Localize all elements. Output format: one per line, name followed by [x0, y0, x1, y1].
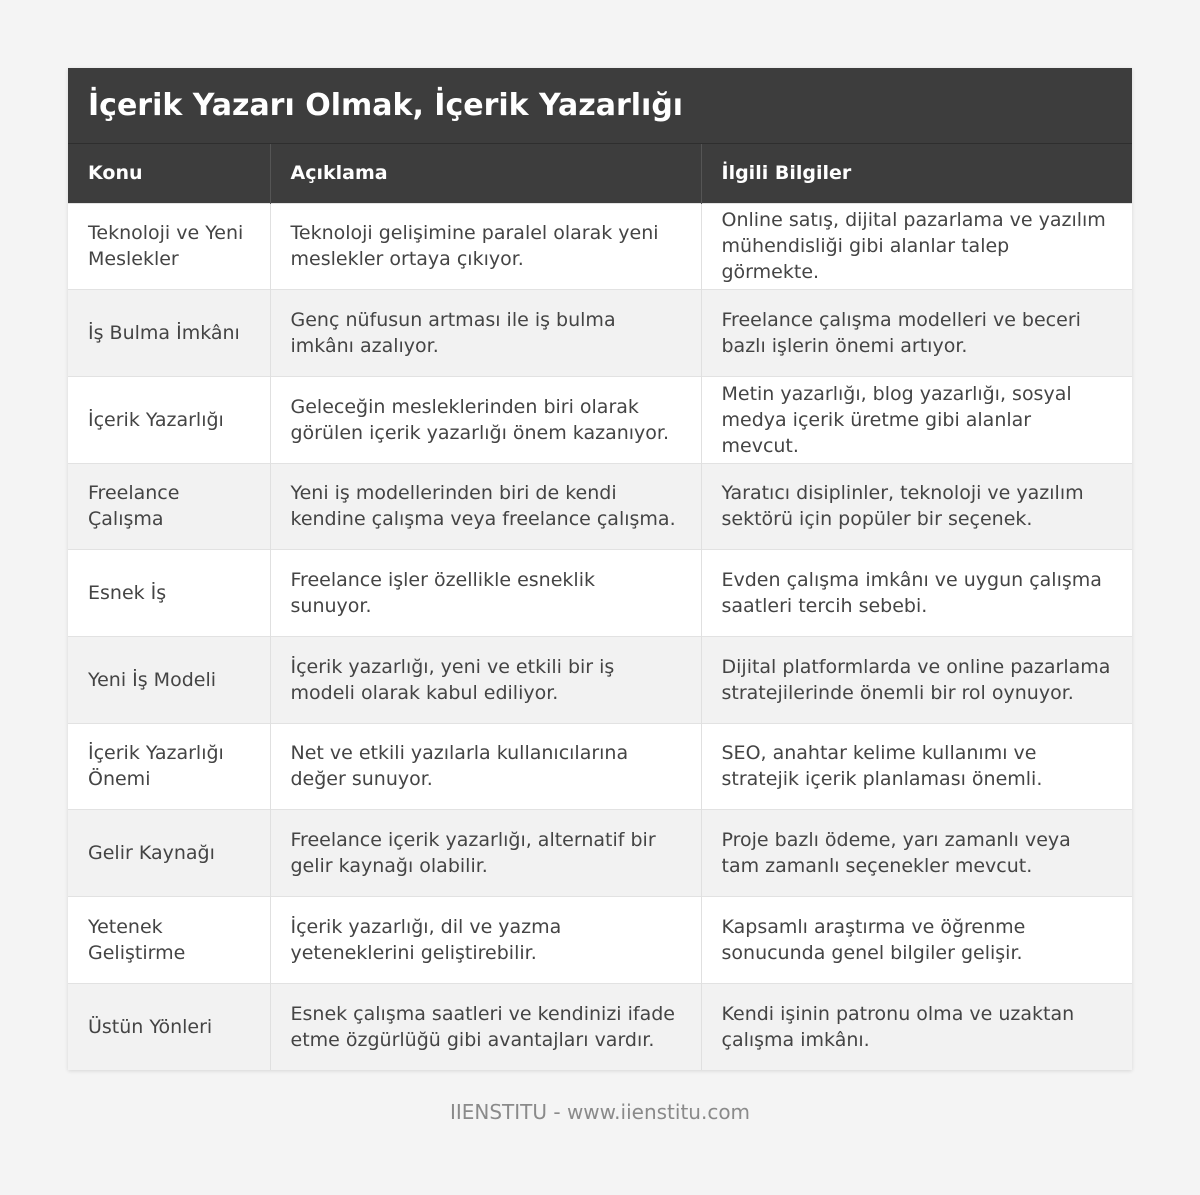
- aciklama-cell: Genç nüfusun artması ile iş bulma imkânı azalıyor.: [270, 290, 701, 377]
- content-card: [68, 68, 1132, 1070]
- ilgili-bilgiler-cell: Evden çalışma imkânı ve uygun çalışma saatleri tercih sebebi.: [701, 550, 1132, 637]
- ilgili-bilgiler-cell: Metin yazarlığı, blog yazarlığı, sosyal medya içerik üretme gibi alanlar mevcut.: [701, 376, 1132, 463]
- table-row: [68, 463, 1132, 550]
- aciklama-cell: Freelance işler özellikle esneklik sunuyor.: [270, 550, 701, 637]
- konu-cell: Üstün Yönleri: [68, 983, 270, 1070]
- ilgili-bilgiler-cell: Freelance çalışma modelleri ve beceri bazlı işlerin önemi artıyor.: [701, 290, 1132, 377]
- konu-cell: İş Bulma İmkânı: [68, 290, 270, 377]
- column-header-ilgili-bilgiler: İlgili Bilgiler: [701, 144, 1132, 203]
- aciklama-cell: İçerik yazarlığı, yeni ve etkili bir iş modeli olarak kabul ediliyor.: [270, 636, 701, 723]
- table-row: [68, 550, 1132, 637]
- konu-cell: Esnek İş: [68, 550, 270, 637]
- ilgili-bilgiler-cell: Yaratıcı disiplinler, teknoloji ve yazılım sektörü için popüler bir seçenek.: [701, 463, 1132, 550]
- ilgili-bilgiler-cell: Kapsamlı araştırma ve öğrenme sonucunda genel bilgiler gelişir.: [701, 897, 1132, 984]
- table-row: [68, 203, 1132, 290]
- table-header: [68, 144, 1132, 203]
- table-row: [68, 376, 1132, 463]
- ilgili-bilgiler-cell: SEO, anahtar kelime kullanımı ve stratejik içerik planlaması önemli.: [701, 723, 1132, 810]
- info-table: [68, 144, 1132, 1070]
- aciklama-cell: Geleceğin mesleklerinden biri olarak görülen içerik yazarlığı önem kazanıyor.: [270, 376, 701, 463]
- aciklama-cell: Net ve etkili yazılarla kullanıcılarına değer sunuyor.: [270, 723, 701, 810]
- aciklama-cell: Teknoloji gelişimine paralel olarak yeni meslekler ortaya çıkıyor.: [270, 203, 701, 290]
- ilgili-bilgiler-cell: Kendi işinin patronu olma ve uzaktan çalışma imkânı.: [701, 983, 1132, 1070]
- konu-cell: Teknoloji ve Yeni Meslekler: [68, 203, 270, 290]
- column-header-aciklama: Açıklama: [270, 144, 701, 203]
- aciklama-cell: Freelance içerik yazarlığı, alternatif bir gelir kaynağı olabilir.: [270, 810, 701, 897]
- ilgili-bilgiler-cell: Proje bazlı ödeme, yarı zamanlı veya tam zamanlı seçenekler mevcut.: [701, 810, 1132, 897]
- table-row: [68, 290, 1132, 377]
- konu-cell: Yetenek Geliştirme: [68, 897, 270, 984]
- page-title: İçerik Yazarı Olmak, İçerik Yazarlığı: [68, 68, 1132, 144]
- table-row: [68, 723, 1132, 810]
- table-row: [68, 810, 1132, 897]
- table-row: [68, 983, 1132, 1070]
- ilgili-bilgiler-cell: Dijital platformlarda ve online pazarlama stratejilerinde önemli bir rol oynuyor.: [701, 636, 1132, 723]
- aciklama-cell: Yeni iş modellerinden biri de kendi kendine çalışma veya freelance çalışma.: [270, 463, 701, 550]
- aciklama-cell: Esnek çalışma saatleri ve kendinizi ifade etme özgürlüğü gibi avantajları vardır.: [270, 983, 701, 1070]
- konu-cell: Gelir Kaynağı: [68, 810, 270, 897]
- konu-cell: İçerik Yazarlığı: [68, 376, 270, 463]
- header-row: [68, 144, 1132, 203]
- ilgili-bilgiler-cell: Online satış, dijital pazarlama ve yazılım mühendisliği gibi alanlar talep görmekte.: [701, 203, 1132, 290]
- table-row: [68, 897, 1132, 984]
- table-body: [68, 203, 1132, 1070]
- table-row: [68, 636, 1132, 723]
- aciklama-cell: İçerik yazarlığı, dil ve yazma yeteneklerini geliştirebilir.: [270, 897, 701, 984]
- konu-cell: Yeni İş Modeli: [68, 636, 270, 723]
- konu-cell: İçerik Yazarlığı Önemi: [68, 723, 270, 810]
- footer-credit: IIENSTITU - www.iienstitu.com: [449, 1100, 751, 1124]
- konu-cell: Freelance Çalışma: [68, 463, 270, 550]
- column-header-konu: Konu: [68, 144, 270, 203]
